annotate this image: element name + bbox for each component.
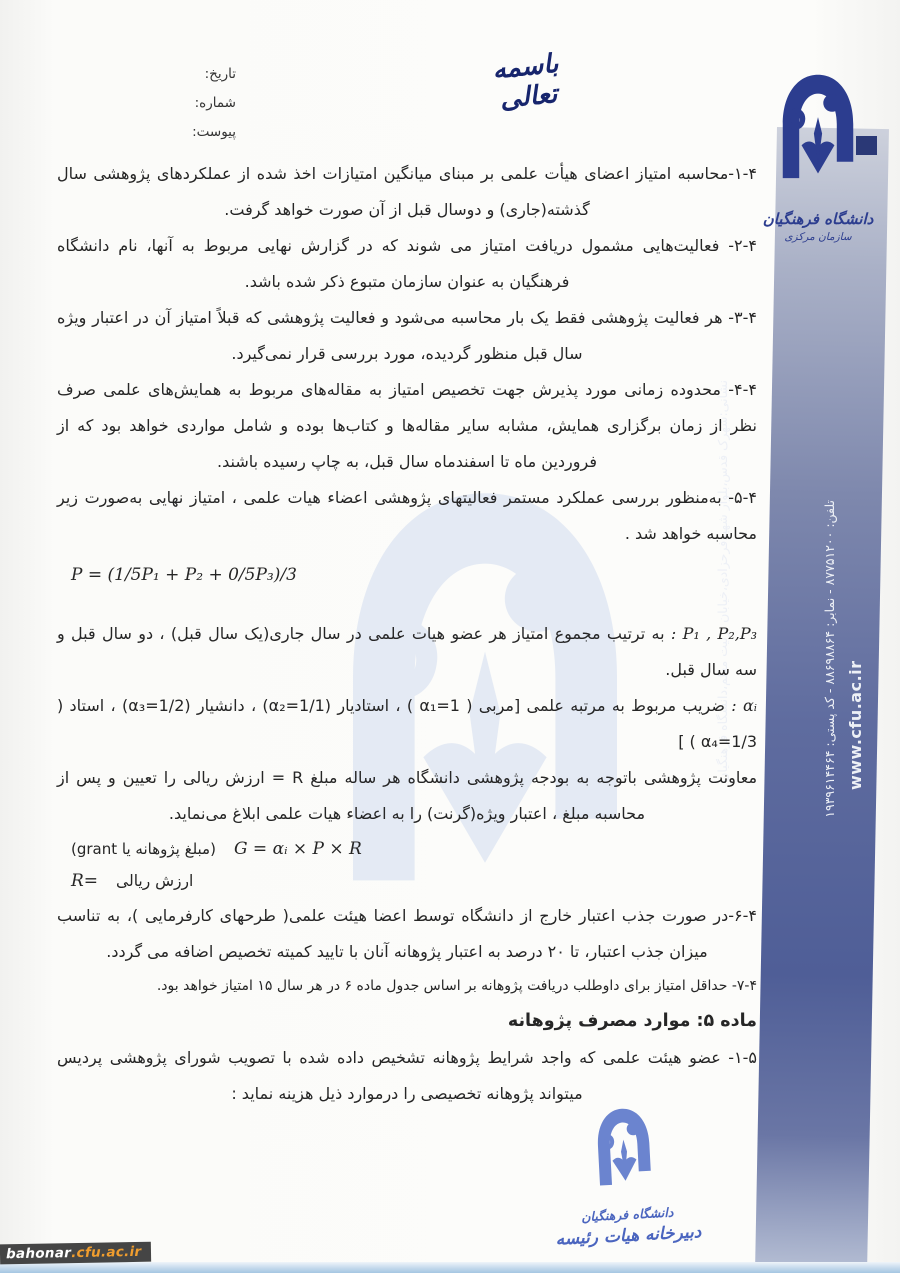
alpha-definition (57, 688, 757, 760)
stamp-university-name: دانشگاه فرهنگیان (580, 1204, 674, 1225)
site-badge-rest: .cfu.ac.ir (71, 1243, 142, 1262)
p-definition-symbols: P₁ , P₂,P₃ : (670, 624, 758, 643)
besmele-calligraphy: باسمه تعالی (491, 48, 560, 115)
clause-4-4: ۴-۴- محدوده زمانی مورد پذیرش جهت تخصیص امتیاز به مقاله‌های مربوط به همایش‌های علمی صرف نظر از زمان برگزاری همایش، مشابه سایر مقاله‌ها و کتاب‌ها بوده و شامل مواردی خواهد بود که از فروردین ماه تا اسفندماه سال قبل، به چاپ رسیده باشند. (57, 380, 757, 471)
clause-5-1: ۱-۵- عضو هیئت علمی که واجد شرایط پژوهانه تشخیص داده شده با تصویب شورای پژوهشی پردیس میتواند پژوهانه تخصیصی را درموارد ذیل هزینه نماید : (57, 1048, 757, 1103)
clause-4-5: ۵-۴- به‌منظور بررسی عملکرد مستمر فعالیتهای پژوهشی اعضاء هیات علمی ، امتیاز نهایی به‌صورت زیر محاسبه خواهد شد . (57, 488, 757, 543)
document-body (57, 156, 757, 1112)
formula-g-expression: G = αᵢ × P × R (233, 839, 362, 859)
attachment-label: پیوست: (192, 124, 236, 140)
formula-r (57, 866, 757, 896)
date-label: تاریخ: (204, 66, 236, 82)
vice-chancellor-note: معاونت پژوهشی باتوجه به بودجه پژوهشی دانشگاه هر ساله مبلغ R = ارزش ریالی را تعیین و پس از محاسبه مبلغ ، اعتبار ویژه(گرنت) را به اعضاء هیات علمی ابلاغ می‌نماید. (57, 768, 758, 823)
clause-4-1: ۱-۴-محاسبه امتیاز اعضای هیأت علمی بر مبنای میانگین امتیازات اخذ شده از عملکردهای پژوهشی سال گذشته(جاری) و دوسال قبل از آن صورت خواهد گرفت. (57, 164, 757, 219)
formula-g (57, 834, 757, 864)
formula-g-note: (مبلغ پژوهانه یا grant) (71, 840, 216, 858)
logo-suborg-name: سازمان مرکزی (784, 231, 852, 243)
sidebar-phone-fax-postal: تلفن: ۸۷۷۵۱۲۰۰ - نمابر: ۸۸۶۹۸۸۶۴ - کد پستی: ۱۹۳۹۶۱۴۴۶۴ (822, 500, 837, 818)
stamp-logo-icon (578, 1093, 670, 1205)
formula-p (57, 560, 757, 590)
bottom-scan-strip (0, 1262, 900, 1273)
secretariat-stamp (531, 1090, 719, 1250)
site-badge-bold: bahonar (5, 1245, 72, 1263)
letterhead-fields (178, 60, 236, 147)
clause-4-3: ۳-۴- هر فعالیت پژوهشی فقط یک بار محاسبه می‌شود و فعالیت پژوهشی که قبلاً امتیاز آن در اعتبار ویژه سال قبل منظور گردیده، مورد بررسی قرار نمی‌گیرد. (57, 308, 757, 363)
scan-corner-mark (856, 136, 877, 155)
formula-p-expression: P = (1/5P₁ + P₂ + 0/5P₃)/3 (71, 565, 297, 585)
sidebar-website: www.cfu.ac.ir (846, 660, 865, 790)
stamp-office-name: دبیرخانه هیات رئیسه (555, 1222, 702, 1250)
formula-r-text: ارزش ریالی (116, 872, 194, 890)
formula-r-symbol: R= (71, 871, 99, 891)
article-5-heading: ماده ۵: موارد مصرف پژوهانه (507, 1011, 757, 1031)
clause-4-2: ۲-۴- فعالیت‌هایی مشمول دریافت امتیاز می شوند که در گزارش نهایی مربوط به آنها، نام دانشگاه فرهنگیان به عنوان سازمان متبوع ذکر شده باشد. (57, 236, 757, 291)
alpha-definition-symbol: αᵢ : (731, 696, 758, 715)
university-logo-icon (759, 56, 877, 204)
clause-4-7: ۷-۴- حداقل امتیاز برای داوطلب دریافت پژوهانه بر اساس جدول ماده ۶ در هر سال ۱۵ امتیاز خواهد بود. (156, 978, 757, 994)
alpha-definition-text: ضریب مربوط به مرتبه علمی [مربی ( α₁=1 ) ، استادیار (α₂=1/1) ، دانشیار (α₃=1/2) ، استاد ( α₄=1/3 ) ] (57, 696, 757, 751)
p-definition (57, 616, 757, 688)
number-label: شماره: (194, 95, 236, 111)
p-definition-text: به ترتیب مجموع امتیاز هر عضو هیات علمی در سال جاری(یک سال قبل) ، دو سال قبل و سه سال قبل. (57, 624, 757, 679)
sidebar-address: نشانی:شهرک قدس،بلوار شهیدفرحزادی،خیابان تربیت معلم،دانشگاه فرهنگیان (715, 380, 730, 782)
site-badge (0, 1242, 152, 1265)
logo-university-name: دانشگاه فرهنگیان (762, 210, 874, 228)
clause-4-6: ۶-۴-در صورت جذب اعتبار خارج از دانشگاه توسط اعضا هیئت علمی( طرحهای کارفرمایی )، به تناسب میزان جذب اعتبار، تا ۲۰ درصد به اعتبار پژوهانه آنان با تایید کمیته تخصیص اضافه می گردد. (57, 906, 757, 961)
